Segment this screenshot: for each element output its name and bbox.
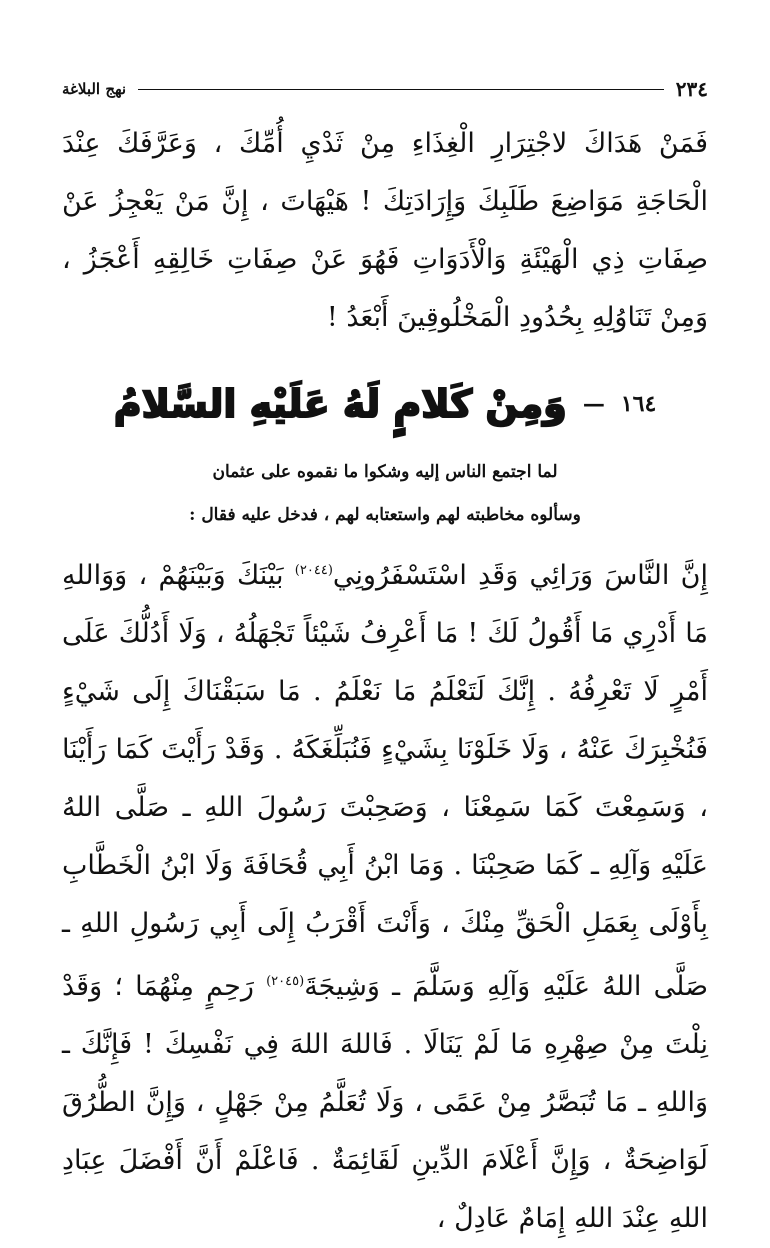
sermon-text-part2: بَيْنَكَ وَبَيْنَهُمْ ، وَوَاللهِ مَا أَدْرِي مَا أَقُولُ لَكَ ! مَا أَعْرِفُ شَيْئاً تَجْهَلُهُ ، وَلَا أَدُلُّكَ عَلَى أَمْرٍ لَا تَعْرِفُهُ . إِنَّكَ لَتَعْلَمُ مَا نَعْلَمُ . مَا سَبَقْنَاكَ إِلَى شَيْءٍ فَنُخْبِرَكَ عَنْهُ ، وَلَا خَلَوْنَا بِشَيْءٍ فَنُبَلِّغَكَهُ . وَقَدْ رَأَيْتَ كَمَا رَأَيْنَا ، وَسَمِعْتَ كَمَا سَمِعْنَا ، وَصَحِبْتَ رَسُولَ اللهِ ـ صَلَّى اللهُ عَلَيْهِ وَآلِهِ ـ كَمَا صَحِبْنَا . وَمَا ابْنُ أَبِي قُحَافَةَ وَلَا ابْنُ الْخَطَّابِ بِأَوْلَى بِعَمَلِ الْحَقِّ مِنْكَ ، وَأَنْتَ أَقْرَبُ إِلَى أَبِي رَسُولِ اللهِ ـ صَلَّى اللهُ عَلَيْهِ وَآلِهِ وَسَلَّمَ ـ وَشِيجَةَ [62, 560, 708, 1002]
section-heading [0, 376, 770, 432]
section-context-line2: وسألوه مخاطبته لهم واستعتابه لهم ، فدخل عليه فقال : [189, 505, 581, 525]
sermon-text-part1: إِنَّ النَّاسَ وَرَائِي وَقَدِ اسْتَسْفَرُونِي [332, 560, 708, 591]
sermon-text-part3: رَحِمٍ مِنْهُمَا ؛ وَقَدْ نِلْتَ مِنْ صِهْرِهِ مَا لَمْ يَنَالَا . فَاللهَ اللهَ فِي نَفْسِكَ ! فَإِنَّكَ ـ وَاللهِ ـ مَا تُبَصَّرُ مِنْ عَمًى ، وَلَا تُعَلَّمُ مِنْ جَهْلٍ ، وَإِنَّ الطُّرُقَ لَوَاضِحَةٌ ، وَإِنَّ أَعْلَامَ الدِّينِ لَقَائِمَةٌ . فَاعْلَمْ أَنَّ أَفْضَلَ عِبَادِ اللهِ عِنْدَ اللهِ إِمَامٌ عَادِلٌ ، [62, 971, 708, 1234]
sermon-paragraph [62, 542, 708, 1248]
section-context-line1: لما اجتمع الناس إليه وشكوا ما نقموه على عثمان [212, 462, 558, 482]
running-header [62, 74, 708, 104]
footnote-marker[interactable]: (٢٠٤٤) [294, 563, 333, 578]
page-number: ٢٣٤ [675, 77, 708, 101]
paragraph-continuation: فَمَنْ هَدَاكَ لاجْتِرَارِ الْغِذَاءِ مِنْ ثَدْيِ أُمِّكَ ، وَعَرَّفَكَ عِنْدَ الْحَاجَةِ مَوَاضِعَ طَلَبِكَ وَإِرَادَتِكَ ! هَيْهَاتَ ، إِنَّ مَنْ يَعْجِزُ عَنْ صِفَاتِ ذِي الْهَيْئَةِ وَالْأَدَوَاتِ فَهُوَ عَنْ صِفَاتِ خَالِقِهِ أَعْجَزُ ، وَمِنْ تَنَاوُلِهِ بِحُدُودِ الْمَخْلُوقِينَ أَبْعَدُ ! [62, 128, 708, 333]
header-rule [138, 89, 664, 90]
footnote-marker[interactable]: (٢٠٤٥) [266, 974, 305, 989]
section-calligraphy-title: وَمِنْ كَلامٍ لَهُ عَلَيْهِ السَّلامُ [113, 382, 567, 426]
section-dash: — [582, 391, 605, 417]
section-number: ١٦٤ [620, 391, 657, 417]
book-title: نهج البلاغة [62, 80, 127, 98]
